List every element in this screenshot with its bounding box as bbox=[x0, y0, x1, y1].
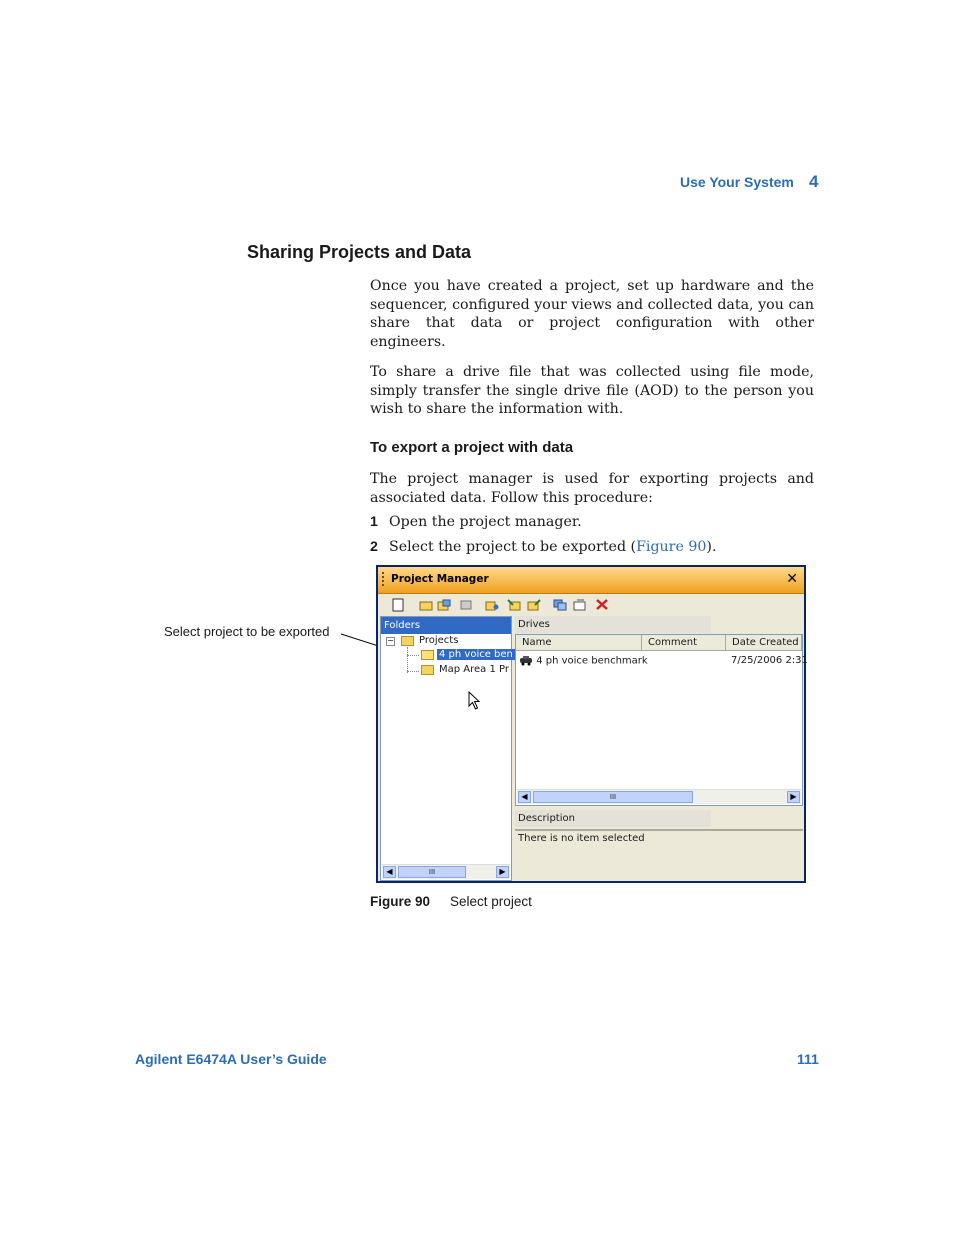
column-name[interactable]: Name bbox=[516, 635, 642, 651]
column-date-created[interactable]: Date Created bbox=[726, 635, 802, 651]
duplicate-icon[interactable] bbox=[552, 597, 568, 612]
drive-name: 4 ph voice benchmark bbox=[536, 655, 648, 667]
window-title: Project Manager bbox=[391, 573, 489, 585]
delete-icon[interactable] bbox=[594, 597, 610, 612]
footer-guide-title: Agilent E6474A User’s Guide bbox=[135, 1051, 327, 1067]
folders-pane bbox=[380, 616, 512, 881]
import-icon[interactable] bbox=[506, 597, 522, 612]
scroll-left-icon[interactable]: ◀ bbox=[383, 866, 396, 878]
chapter-number: 4 bbox=[809, 172, 819, 191]
tree-connector bbox=[407, 647, 408, 673]
open-folder-icon[interactable] bbox=[418, 597, 434, 612]
tree-item-projects[interactable]: Projects bbox=[419, 635, 459, 646]
drive-row[interactable] bbox=[519, 655, 648, 667]
scroll-right-icon[interactable]: ▶ bbox=[787, 791, 800, 803]
paragraph-procedure: The project manager is used for exporting projects and associated data. Follow this procedure: bbox=[370, 471, 814, 506]
description-text: There is no item selected bbox=[515, 829, 803, 881]
step-number: 2 bbox=[370, 539, 378, 555]
grip-icon bbox=[382, 572, 387, 586]
step-number: 1 bbox=[370, 514, 378, 530]
procedure-heading: To export a project with data bbox=[370, 439, 574, 456]
export-icon[interactable] bbox=[526, 597, 542, 612]
chapter-title: Use Your System bbox=[680, 174, 794, 190]
title-bar[interactable] bbox=[378, 567, 804, 594]
stack-icon[interactable] bbox=[458, 597, 474, 612]
paragraph-intro: Once you have created a project, set up hardware and the sequencer, configured your views and collected data, you can share that data or project configuration with other engineers. bbox=[370, 278, 814, 351]
folders-header: Folders bbox=[381, 617, 511, 634]
figure-caption bbox=[370, 894, 532, 909]
scroll-right-icon[interactable]: ▶ bbox=[496, 866, 509, 878]
tree-item-map-area[interactable]: Map Area 1 Pr bbox=[439, 664, 509, 675]
drives-header: Drives bbox=[515, 616, 711, 633]
collapse-icon[interactable]: − bbox=[387, 636, 394, 645]
drives-list bbox=[515, 634, 808, 806]
tree-connector bbox=[407, 655, 419, 656]
selected-project-label: 4 ph voice ben bbox=[439, 649, 513, 660]
copy-folder-icon[interactable] bbox=[436, 597, 452, 612]
paragraph-drive-file: To share a drive file that was collected using file mode, simply transfer the single drive file (AOD) to the person you wish to share the information with. bbox=[370, 364, 814, 418]
car-icon bbox=[519, 655, 533, 666]
scroll-thumb[interactable]: III bbox=[398, 866, 466, 878]
step-text-end: ). bbox=[706, 539, 717, 555]
mouse-cursor-icon bbox=[468, 691, 482, 711]
drive-date: 7/25/2006 2:31 bbox=[731, 655, 808, 666]
find-folder-icon[interactable] bbox=[484, 597, 500, 612]
project-icon bbox=[421, 650, 434, 660]
scroll-left-icon[interactable]: ◀ bbox=[518, 791, 531, 803]
new-project-icon[interactable] bbox=[390, 597, 406, 612]
scroll-thumb[interactable]: III bbox=[533, 791, 693, 803]
page-number: 111 bbox=[797, 1051, 819, 1067]
drives-scrollbar[interactable] bbox=[517, 789, 801, 804]
folders-scrollbar[interactable] bbox=[382, 864, 510, 879]
tree-connector bbox=[407, 671, 419, 672]
properties-icon[interactable] bbox=[572, 597, 588, 612]
description-header: Description bbox=[515, 810, 711, 827]
section-title: Sharing Projects and Data bbox=[247, 242, 472, 262]
column-comment[interactable]: Comment bbox=[642, 635, 726, 651]
figure-number: Figure 90 bbox=[370, 894, 431, 909]
toolbar bbox=[378, 594, 804, 616]
figure-link[interactable]: Figure 90 bbox=[636, 539, 707, 555]
figure-caption-text: Select project bbox=[450, 894, 532, 909]
step-text: Open the project manager. bbox=[389, 514, 582, 530]
tree-item-voice-benchmark[interactable] bbox=[437, 649, 515, 660]
project-manager-window bbox=[376, 565, 806, 883]
project-icon bbox=[421, 665, 434, 675]
figure-callout: Select project to be exported bbox=[164, 624, 330, 639]
projects-folder-icon bbox=[401, 636, 414, 646]
close-icon[interactable]: ✕ bbox=[786, 571, 798, 587]
step-text: Select the project to be exported ( bbox=[389, 539, 637, 555]
